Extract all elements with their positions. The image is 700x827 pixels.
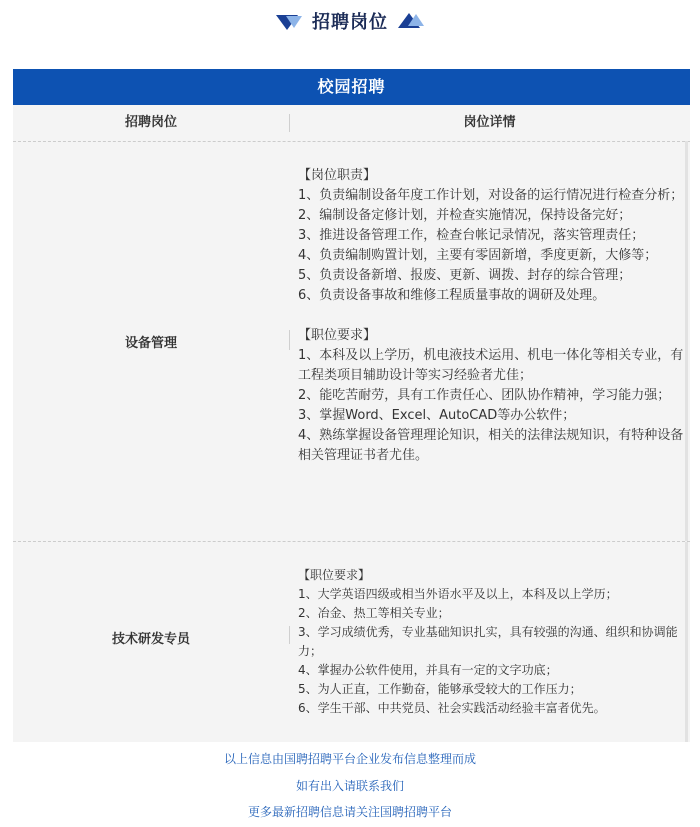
column-header-details: 岗位详情: [463, 115, 516, 130]
detail-item: 3、学习成绩优秀，专业基础知识扎实，具有较强的沟通、组织和协调能力；: [298, 625, 678, 658]
column-divider: [289, 626, 290, 644]
triangle-down-icon: [276, 13, 302, 30]
detail-item: 2、冶金、热工等相关专业；: [298, 606, 450, 620]
footer-line-contact: 如有出入请联系我们: [295, 779, 404, 793]
position-name: 技术研发专员: [111, 632, 190, 647]
triangle-up-icon: [398, 13, 424, 30]
position-details: [298, 566, 686, 718]
footer-line-source: 以上信息由国聘招聘平台企业发布信息整理而成: [223, 752, 476, 766]
recruitment-table: [13, 69, 690, 742]
detail-item: 4、熟练掌握设备管理理论知识，相关的法律法规知识，有特种设备相关管理证书者尤佳。: [298, 428, 684, 463]
detail-item: 3、掌握Word、Excel、AutoCAD等办公软件；: [298, 408, 576, 423]
detail-item: 3、推进设备管理工作，检查台帐记录情况，落实管理责任；: [298, 228, 645, 243]
section-heading: 【职位要求】: [298, 328, 377, 343]
position-details: [298, 166, 686, 466]
column-divider: [289, 330, 290, 350]
detail-item: 2、能吃苦耐劳，具有工作责任心、团队协作精神，学习能力强；: [298, 388, 671, 403]
footer-line-follow: 更多最新招聘信息请关注国聘招聘平台: [247, 805, 452, 819]
detail-item: 5、为人正直，工作勤奋，能够承受较大的工作压力；: [298, 682, 582, 696]
detail-item: 4、负责编制购置计划，主要有零固新增，季度更新，大修等；: [298, 248, 658, 263]
detail-item: 1、本科及以上学历，机电液技术运用、机电一体化等相关专业，有工程类项目辅助设计等实习经验者尤佳；: [298, 348, 684, 383]
detail-item: 4、掌握办公软件使用，并具有一定的文字功底；: [298, 663, 558, 677]
detail-item: 2、编制设备定修计划，并检查实施情况，保持设备完好；: [298, 208, 632, 223]
section-heading: 【岗位职责】: [298, 168, 377, 183]
table-title: 校园招聘: [13, 69, 690, 105]
detail-item: 5、负责设备新增、报废、更新、调拨、封存的综合管理；: [298, 268, 632, 283]
detail-item: 6、学生干部、中共党员、社会实践活动经验丰富者优先。: [298, 701, 606, 715]
position-name: 设备管理: [124, 336, 177, 351]
section-heading: 【职位要求】: [298, 568, 371, 582]
column-header-position: 招聘岗位: [124, 115, 177, 130]
detail-item: 6、负责设备事故和维修工程质量事故的调研及处理。: [298, 288, 606, 303]
table-column-header: [13, 105, 690, 141]
section-header: [0, 0, 700, 42]
detail-item: 1、负责编制设备年度工作计划，对设备的运行情况进行检查分析；: [298, 188, 684, 203]
table-row: [13, 542, 690, 742]
detail-item: 1、大学英语四级或相当外语水平及以上，本科及以上学历；: [298, 587, 618, 601]
section-title: 招聘岗位: [312, 12, 388, 33]
table-row: [13, 142, 690, 541]
